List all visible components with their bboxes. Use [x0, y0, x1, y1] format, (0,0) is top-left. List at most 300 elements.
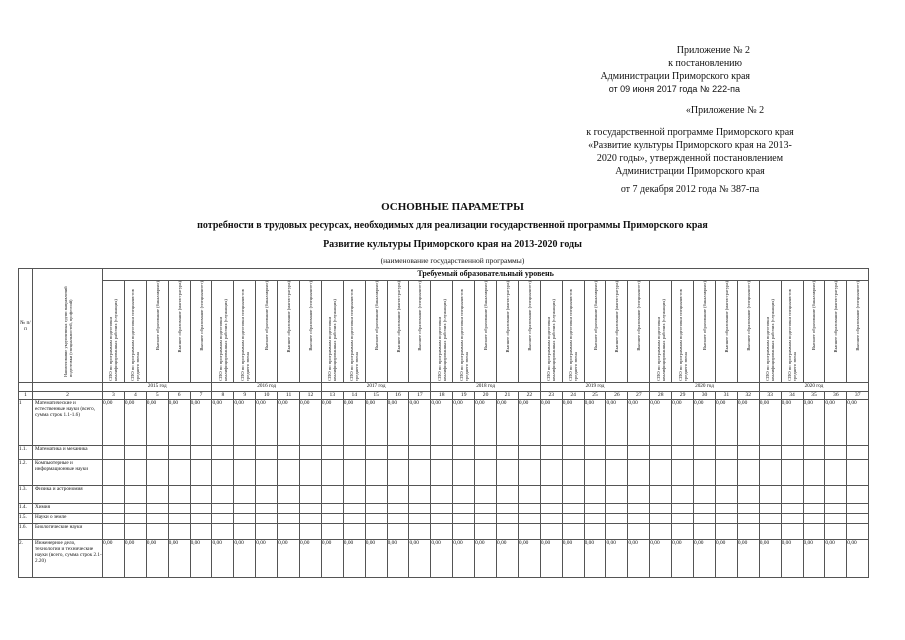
value-cell — [300, 504, 322, 514]
value-cell — [540, 446, 562, 460]
row-name: Физика и астрономия — [33, 486, 103, 504]
program-name-caption: (наименование государственной программы) — [380, 256, 525, 265]
row-number: 1.3. — [19, 486, 33, 504]
value-cell — [781, 446, 803, 460]
value-cell — [759, 504, 781, 514]
value-cell: 0,00 — [146, 400, 168, 446]
value-cell: 0,00 — [431, 400, 453, 446]
value-cell — [475, 460, 497, 486]
document-subtitle: потребности в трудовых ресурсах, необходимых для реализации государственной программы Приморского края — [197, 220, 708, 231]
level-header-cell — [759, 281, 781, 383]
value-cell — [343, 486, 365, 504]
header-name: Наименование укрупненных групп направлений подготовки (специальностей, профессий) — [33, 269, 103, 383]
value-cell: 0,00 — [803, 400, 825, 446]
level-header-row — [19, 281, 869, 383]
value-cell — [278, 514, 300, 524]
level-header-text: СПО по программам подготовки квалифицированных рабочих (служащих) — [655, 299, 666, 381]
value-cell — [146, 524, 168, 540]
appendix-block — [560, 44, 750, 96]
value-cell — [825, 486, 847, 504]
value-cell: 0,00 — [694, 540, 716, 578]
row-name: Компьютерные и информационные науки — [33, 460, 103, 486]
row-name: Науки о земле — [33, 514, 103, 524]
value-cell — [497, 514, 519, 524]
value-cell — [300, 514, 322, 524]
value-cell — [540, 486, 562, 504]
value-cell — [212, 446, 234, 460]
value-cell: 0,00 — [278, 540, 300, 578]
value-cell: 0,00 — [124, 540, 146, 578]
level-header-text: СПО по программам подготовки специалистов среднего звена — [239, 289, 250, 381]
prior-appendix-approved: 2020 годы», утвержденной постановлением — [596, 153, 784, 164]
value-cell — [562, 460, 584, 486]
column-number-cell: 15 — [365, 392, 387, 400]
column-number-cell: 24 — [562, 392, 584, 400]
column-number-cell: 11 — [278, 392, 300, 400]
value-cell — [694, 486, 716, 504]
value-cell — [694, 514, 716, 524]
value-cell: 0,00 — [628, 540, 650, 578]
value-cell — [168, 524, 190, 540]
value-cell — [562, 486, 584, 504]
value-cell — [234, 460, 256, 486]
value-cell: 0,00 — [825, 540, 847, 578]
value-cell — [387, 524, 409, 540]
row-name: Биологические науки — [33, 524, 103, 540]
level-header-cell — [540, 281, 562, 383]
value-cell: 0,00 — [803, 540, 825, 578]
year-cell: 2015 год — [103, 383, 212, 392]
value-cell — [212, 524, 234, 540]
value-cell — [146, 514, 168, 524]
value-cell — [103, 446, 125, 460]
value-cell — [628, 504, 650, 514]
value-cell: 0,00 — [365, 400, 387, 446]
value-cell — [628, 446, 650, 460]
value-cell — [234, 486, 256, 504]
value-cell — [825, 460, 847, 486]
value-cell: 0,00 — [190, 400, 212, 446]
value-cell — [256, 514, 278, 524]
value-cell — [650, 486, 672, 504]
column-number-cell: 17 — [409, 392, 431, 400]
column-number-cell: 1 — [19, 392, 33, 400]
year-row — [19, 383, 869, 392]
value-cell: 0,00 — [431, 540, 453, 578]
value-cell — [562, 446, 584, 460]
value-cell: 0,00 — [321, 400, 343, 446]
value-cell: 0,00 — [518, 400, 540, 446]
column-number-cell: 8 — [212, 392, 234, 400]
level-header-text: Высшее образование (бакалавриат) — [701, 281, 707, 351]
value-cell — [365, 446, 387, 460]
row-number: 1 — [19, 400, 33, 446]
value-cell — [431, 524, 453, 540]
value-cell — [103, 514, 125, 524]
value-cell — [365, 486, 387, 504]
value-cell: 0,00 — [562, 540, 584, 578]
value-cell — [343, 446, 365, 460]
level-header-cell — [497, 281, 519, 383]
column-number-cell: 2 — [33, 392, 103, 400]
value-cell: 0,00 — [103, 540, 125, 578]
prior-appendix-program-name: «Развитие культуры Приморского края на 2013- — [588, 140, 792, 151]
value-cell — [606, 460, 628, 486]
value-cell — [737, 504, 759, 514]
value-cell — [124, 524, 146, 540]
value-cell — [672, 446, 694, 460]
value-cell — [256, 446, 278, 460]
value-cell — [781, 486, 803, 504]
level-header-text: СПО по программам подготовки специалистов среднего звена — [677, 289, 688, 381]
value-cell — [715, 504, 737, 514]
value-cell — [825, 524, 847, 540]
column-number-cell: 22 — [518, 392, 540, 400]
value-cell — [343, 460, 365, 486]
value-cell — [737, 486, 759, 504]
value-cell — [562, 504, 584, 514]
value-cell — [847, 446, 869, 460]
value-cell — [759, 524, 781, 540]
value-cell — [628, 486, 650, 504]
value-cell — [606, 524, 628, 540]
value-cell — [847, 486, 869, 504]
column-number-cell: 6 — [168, 392, 190, 400]
level-header-cell — [825, 281, 847, 383]
value-cell — [256, 504, 278, 514]
value-cell — [409, 514, 431, 524]
value-cell: 0,00 — [584, 400, 606, 446]
value-cell — [803, 504, 825, 514]
value-cell — [715, 524, 737, 540]
value-cell — [781, 504, 803, 514]
prior-appendix-program: к государственной программе Приморского края — [586, 127, 794, 138]
table-row — [19, 514, 869, 524]
value-cell — [650, 460, 672, 486]
level-header-cell — [672, 281, 694, 383]
value-cell: 0,00 — [300, 400, 322, 446]
value-cell: 0,00 — [540, 540, 562, 578]
value-cell: 0,00 — [540, 400, 562, 446]
value-cell — [190, 460, 212, 486]
value-cell: 0,00 — [212, 400, 234, 446]
column-number-cell: 3 — [103, 392, 125, 400]
value-cell — [321, 524, 343, 540]
value-cell — [650, 504, 672, 514]
value-cell — [584, 446, 606, 460]
prior-appendix-authority: Администрации Приморского края — [615, 166, 765, 177]
level-header-cell — [475, 281, 497, 383]
level-header-cell — [103, 281, 125, 383]
value-cell: 0,00 — [781, 400, 803, 446]
value-cell — [606, 446, 628, 460]
value-cell — [737, 446, 759, 460]
value-cell — [343, 514, 365, 524]
value-cell: 0,00 — [103, 400, 125, 446]
value-cell — [781, 460, 803, 486]
value-cell — [321, 460, 343, 486]
level-header-text: Высшее образование (магистратура) — [395, 281, 401, 353]
value-cell — [321, 486, 343, 504]
value-cell — [847, 460, 869, 486]
value-cell — [146, 504, 168, 514]
value-cell — [409, 446, 431, 460]
level-header-text: СПО по программам подготовки специалистов среднего звена — [458, 289, 469, 381]
level-header-cell — [365, 281, 387, 383]
value-cell — [168, 460, 190, 486]
year-cell: 2020 год — [759, 383, 868, 392]
row-number: 1.5. — [19, 514, 33, 524]
appendix-authority: Администрации Приморского края — [600, 71, 750, 82]
value-cell — [431, 514, 453, 524]
column-number-cell: 29 — [672, 392, 694, 400]
value-cell — [103, 460, 125, 486]
value-cell — [803, 446, 825, 460]
value-cell — [518, 504, 540, 514]
level-header-text: Высшее образование (магистратура) — [176, 281, 182, 353]
value-cell — [212, 486, 234, 504]
value-cell — [321, 446, 343, 460]
value-cell — [715, 486, 737, 504]
value-cell — [584, 514, 606, 524]
value-cell — [321, 504, 343, 514]
value-cell — [409, 524, 431, 540]
parameters-table — [18, 268, 869, 578]
level-header-text: СПО по программам подготовки специалистов среднего звена — [568, 289, 579, 381]
value-cell — [584, 486, 606, 504]
value-cell — [234, 504, 256, 514]
value-cell — [759, 446, 781, 460]
value-cell — [168, 446, 190, 460]
level-header-text: СПО по программам подготовки квалифицированных рабочих (служащих) — [217, 299, 228, 381]
level-header-text: Высшее образование (магистратура) — [833, 281, 839, 353]
level-header-cell — [124, 281, 146, 383]
level-header-text: Высшее образование (магистратура) — [614, 281, 620, 353]
value-cell: 0,00 — [847, 540, 869, 578]
value-cell: 0,00 — [168, 400, 190, 446]
value-cell — [365, 504, 387, 514]
column-number-cell: 26 — [606, 392, 628, 400]
column-number-cell: 14 — [343, 392, 365, 400]
value-cell: 0,00 — [475, 540, 497, 578]
column-number-cell: 27 — [628, 392, 650, 400]
value-cell — [146, 486, 168, 504]
value-cell — [518, 514, 540, 524]
value-cell — [737, 460, 759, 486]
table-row — [19, 540, 869, 578]
level-header-text: СПО по программам подготовки специалистов среднего звена — [349, 289, 360, 381]
value-cell — [562, 514, 584, 524]
year-cell: 2016 год — [212, 383, 321, 392]
header-no: № п/п — [19, 269, 33, 383]
value-cell — [606, 486, 628, 504]
value-cell — [628, 524, 650, 540]
value-cell — [124, 504, 146, 514]
column-number-cell: 13 — [321, 392, 343, 400]
value-cell — [737, 524, 759, 540]
value-cell: 0,00 — [584, 540, 606, 578]
value-cell — [409, 460, 431, 486]
value-cell — [234, 524, 256, 540]
column-number-cell: 31 — [715, 392, 737, 400]
value-cell: 0,00 — [387, 540, 409, 578]
value-cell — [584, 504, 606, 514]
level-header-text: Высшее образование (бакалавриат) — [264, 281, 270, 351]
column-number-row — [19, 392, 869, 400]
value-cell: 0,00 — [562, 400, 584, 446]
value-cell — [234, 514, 256, 524]
level-header-cell — [321, 281, 343, 383]
value-cell — [256, 486, 278, 504]
level-header-cell — [278, 281, 300, 383]
table-row — [19, 460, 869, 486]
value-cell — [672, 524, 694, 540]
column-number-cell: 28 — [650, 392, 672, 400]
value-cell — [278, 446, 300, 460]
value-cell: 0,00 — [737, 400, 759, 446]
value-cell: 0,00 — [672, 540, 694, 578]
value-cell — [803, 524, 825, 540]
value-cell — [453, 460, 475, 486]
value-cell — [431, 486, 453, 504]
row-name: Инженерное дело, технологии и технические науки (всего, сумма строк 2.1-2.20) — [33, 540, 103, 578]
value-cell — [825, 504, 847, 514]
value-cell: 0,00 — [321, 540, 343, 578]
value-cell — [803, 514, 825, 524]
value-cell: 0,00 — [672, 400, 694, 446]
value-cell: 0,00 — [847, 400, 869, 446]
value-cell — [628, 514, 650, 524]
value-cell — [278, 486, 300, 504]
value-cell — [103, 486, 125, 504]
column-number-cell: 30 — [694, 392, 716, 400]
value-cell — [540, 504, 562, 514]
value-cell: 0,00 — [409, 400, 431, 446]
value-cell — [497, 486, 519, 504]
value-cell: 0,00 — [124, 400, 146, 446]
program-name: Развитие культуры Приморского края на 2013-2020 годы — [323, 239, 582, 250]
column-number-cell: 19 — [453, 392, 475, 400]
value-cell — [759, 486, 781, 504]
value-cell — [475, 524, 497, 540]
value-cell: 0,00 — [343, 400, 365, 446]
value-cell — [803, 460, 825, 486]
value-cell: 0,00 — [606, 400, 628, 446]
value-cell — [497, 460, 519, 486]
column-number-cell: 7 — [190, 392, 212, 400]
value-cell: 0,00 — [518, 540, 540, 578]
value-cell — [278, 524, 300, 540]
value-cell — [672, 460, 694, 486]
value-cell: 0,00 — [650, 400, 672, 446]
value-cell — [278, 504, 300, 514]
value-cell: 0,00 — [409, 540, 431, 578]
value-cell — [387, 504, 409, 514]
level-header-text: СПО по программам подготовки квалифицированных рабочих (служащих) — [327, 299, 338, 381]
value-cell — [300, 486, 322, 504]
value-cell — [803, 486, 825, 504]
value-cell — [847, 514, 869, 524]
value-cell — [781, 524, 803, 540]
value-cell: 0,00 — [497, 540, 519, 578]
value-cell — [540, 514, 562, 524]
table-row — [19, 446, 869, 460]
value-cell — [453, 524, 475, 540]
value-cell — [694, 504, 716, 514]
value-cell: 0,00 — [453, 400, 475, 446]
value-cell — [453, 504, 475, 514]
value-cell — [475, 514, 497, 524]
row-name: Химия — [33, 504, 103, 514]
level-header-cell — [300, 281, 322, 383]
header-row-top — [19, 269, 869, 281]
value-cell — [475, 486, 497, 504]
value-cell — [518, 486, 540, 504]
value-cell — [453, 514, 475, 524]
value-cell: 0,00 — [300, 540, 322, 578]
level-header-cell — [562, 281, 584, 383]
row-name: Математика и механика — [33, 446, 103, 460]
level-header-text: Высшее образование (специалитет) — [198, 281, 204, 351]
level-header-cell — [715, 281, 737, 383]
value-cell: 0,00 — [628, 400, 650, 446]
level-header-cell — [650, 281, 672, 383]
value-cell: 0,00 — [694, 400, 716, 446]
value-cell — [562, 524, 584, 540]
column-number-cell: 5 — [146, 392, 168, 400]
level-header-cell — [584, 281, 606, 383]
value-cell: 0,00 — [234, 540, 256, 578]
value-cell: 0,00 — [715, 400, 737, 446]
column-number-cell: 21 — [497, 392, 519, 400]
value-cell — [365, 524, 387, 540]
value-cell — [584, 460, 606, 486]
value-cell: 0,00 — [168, 540, 190, 578]
column-number-cell: 25 — [584, 392, 606, 400]
level-header-cell — [628, 281, 650, 383]
value-cell — [190, 446, 212, 460]
value-cell: 0,00 — [343, 540, 365, 578]
value-cell — [518, 524, 540, 540]
value-cell — [847, 504, 869, 514]
value-cell — [103, 524, 125, 540]
column-number-cell: 18 — [431, 392, 453, 400]
value-cell — [124, 486, 146, 504]
value-cell — [168, 486, 190, 504]
level-header-cell — [606, 281, 628, 383]
value-cell — [431, 460, 453, 486]
value-cell: 0,00 — [146, 540, 168, 578]
table-row — [19, 486, 869, 504]
year-cell: 2018 год — [431, 383, 540, 392]
value-cell — [124, 460, 146, 486]
value-cell: 0,00 — [365, 540, 387, 578]
value-cell — [212, 504, 234, 514]
value-cell — [453, 446, 475, 460]
value-cell — [715, 460, 737, 486]
value-cell — [321, 514, 343, 524]
level-header-cell — [168, 281, 190, 383]
value-cell: 0,00 — [190, 540, 212, 578]
level-header-cell — [256, 281, 278, 383]
appendix-title: Приложение № 2 — [676, 45, 750, 56]
value-cell — [300, 524, 322, 540]
level-header-text: Высшее образование (магистратура) — [504, 281, 510, 353]
value-cell: 0,00 — [606, 540, 628, 578]
value-cell — [300, 446, 322, 460]
value-cell — [518, 460, 540, 486]
value-cell — [103, 504, 125, 514]
